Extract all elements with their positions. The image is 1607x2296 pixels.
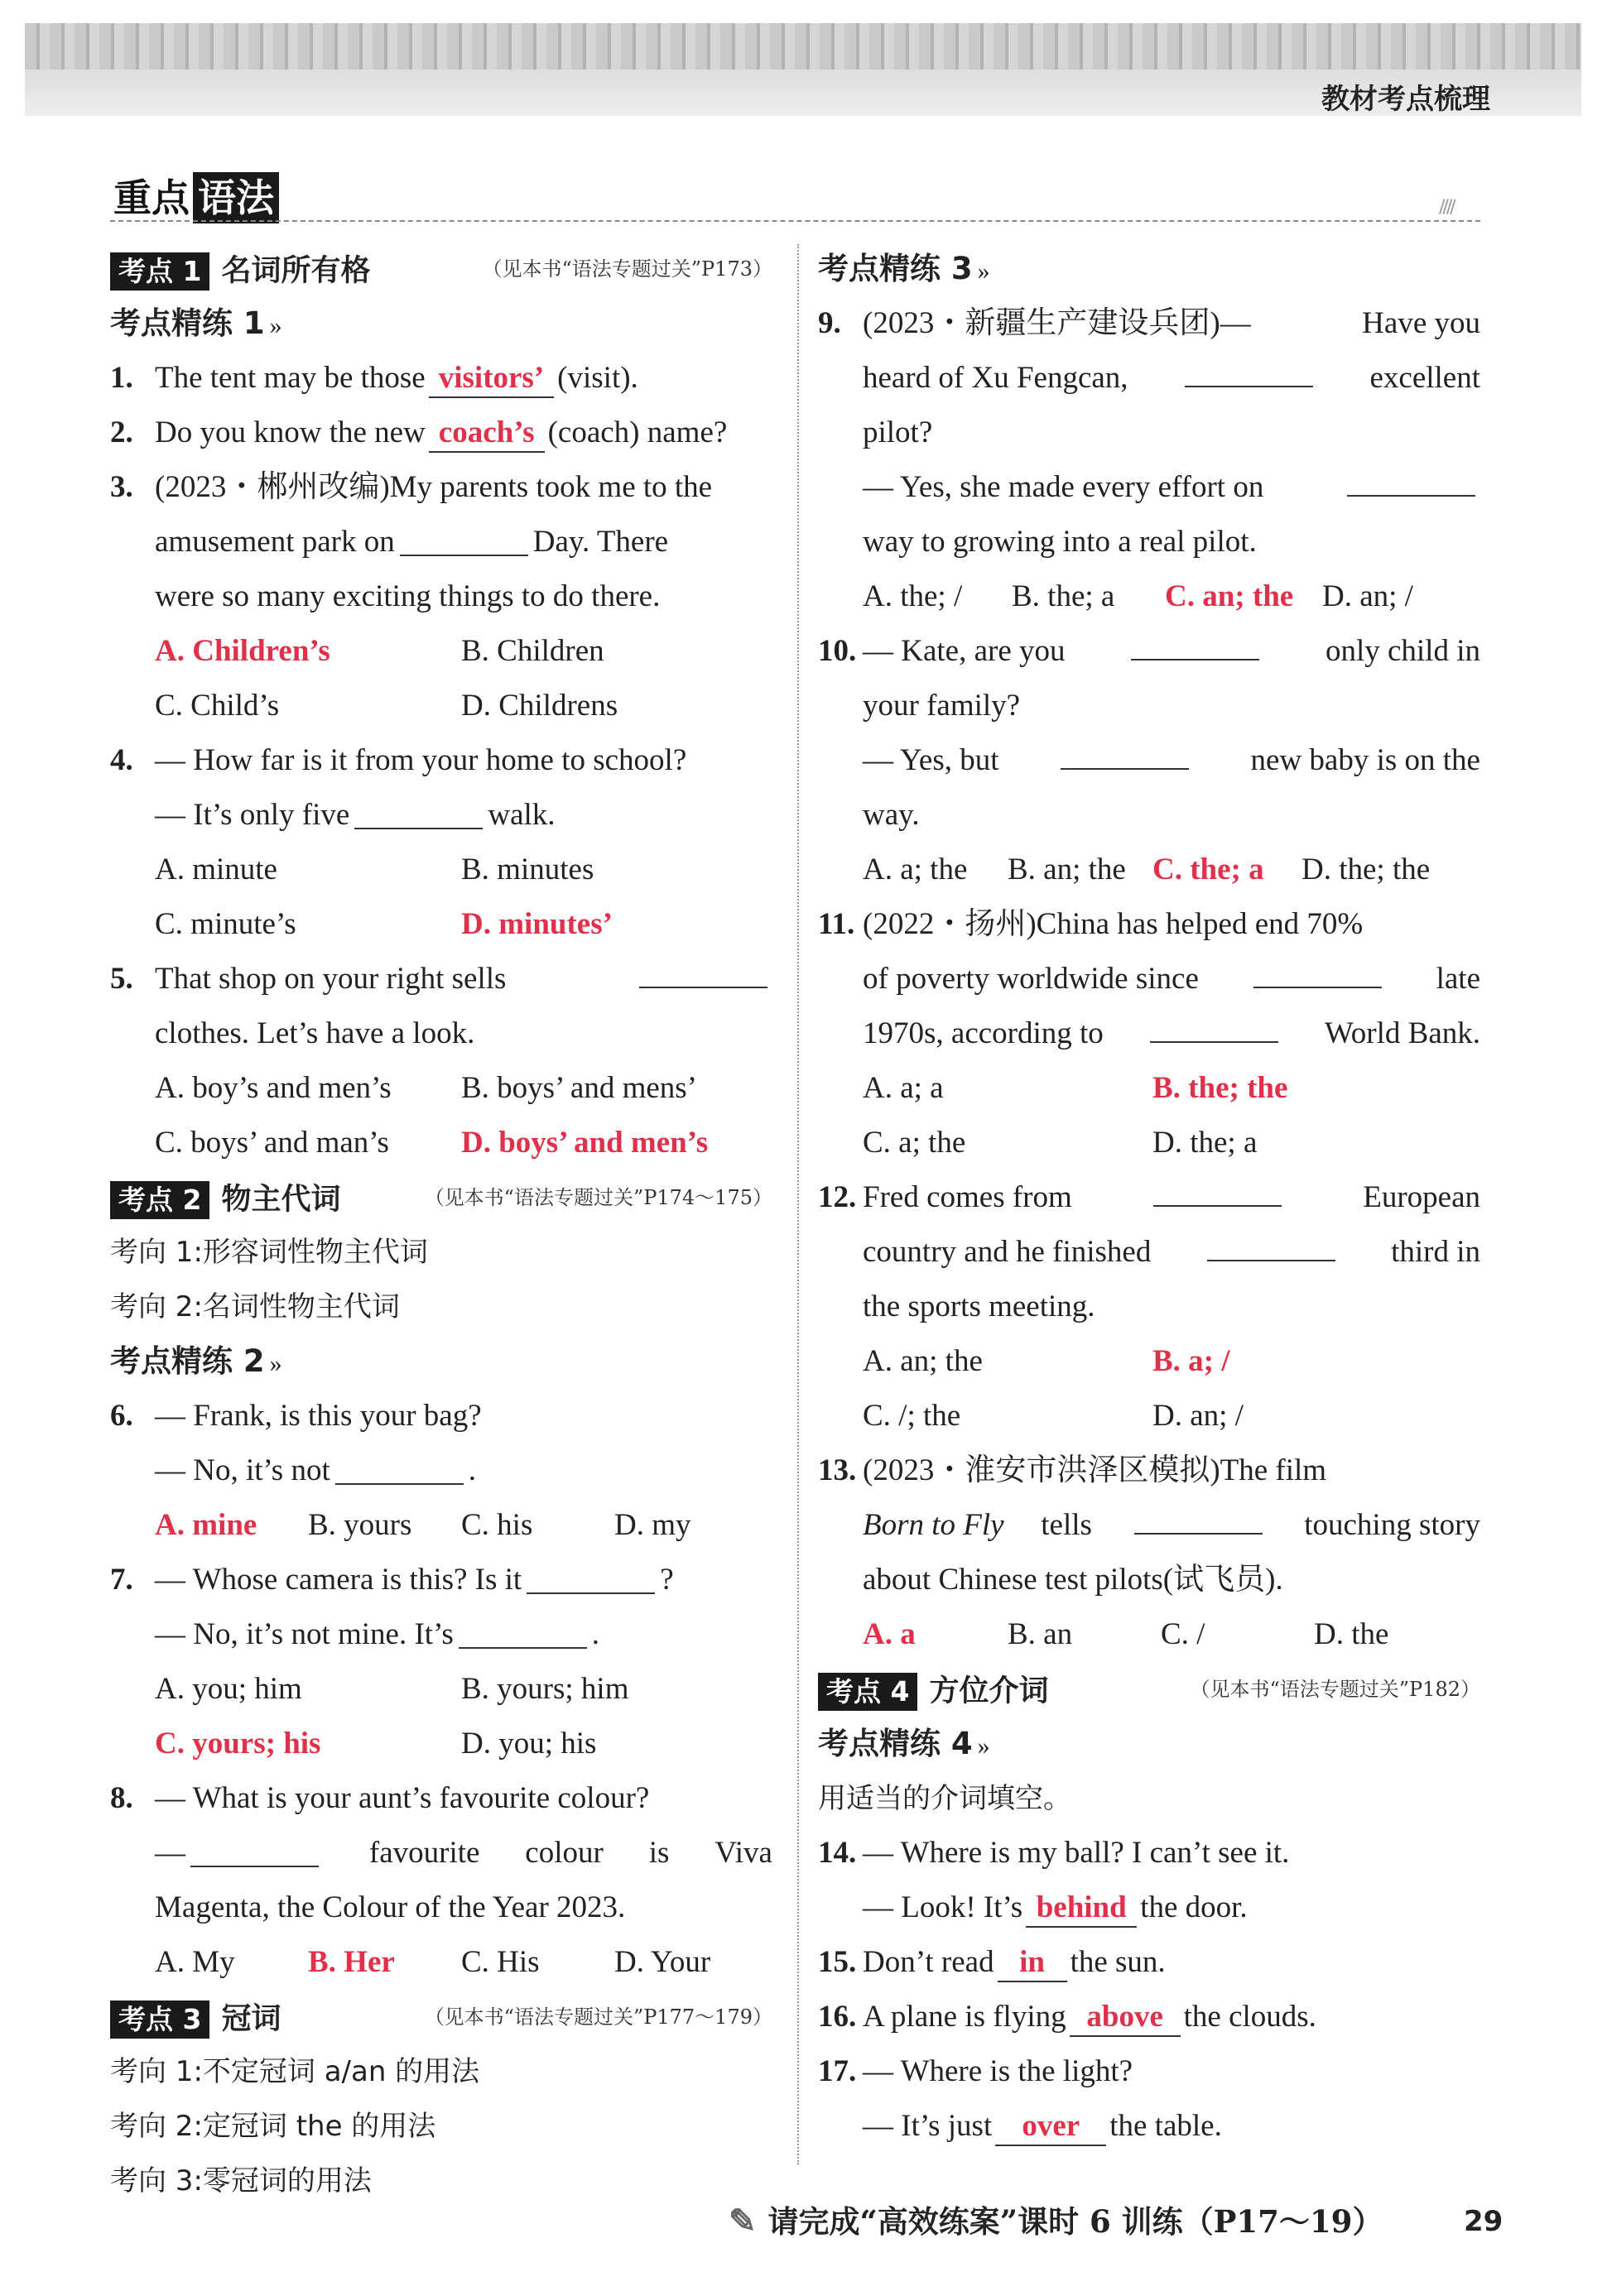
q14-line1	[818, 1826, 1480, 1881]
q12-text: Fred comes from	[863, 1180, 1072, 1214]
kp3-tag: 考点 3	[110, 2001, 209, 2039]
q15	[818, 1935, 1480, 1990]
q10-option-b[interactable]: B. an; the	[1008, 853, 1126, 886]
q6-text2a: — No, it’s not	[155, 1453, 330, 1487]
q7-line2	[110, 1607, 772, 1662]
q13-options	[818, 1607, 1480, 1662]
q9-text4: — Yes, she made every effort on	[863, 470, 1264, 504]
q10-options	[818, 843, 1480, 897]
q12-text1b: European	[1363, 1180, 1480, 1214]
q8-blank[interactable]	[190, 1831, 319, 1867]
kp3-dir1: 考向 1:不定冠词 a/an 的用法	[110, 2055, 480, 2088]
q7-text: — Whose camera is this? Is it	[155, 1563, 522, 1597]
q3-option-c[interactable]: C. Child’s	[155, 689, 280, 723]
instruction4: 用适当的介词填空。	[818, 1782, 1071, 1815]
q11-blank2[interactable]	[1150, 1006, 1278, 1043]
q10-num: 10.	[818, 634, 857, 668]
q7-options-1	[110, 1662, 772, 1717]
q7-text2a: — No, it’s not mine. It’s	[155, 1617, 454, 1651]
q13-line2	[818, 1498, 1480, 1553]
q14-line2	[818, 1881, 1480, 1935]
practice2-title: 考点精练 2	[110, 1343, 265, 1379]
title-rule	[110, 220, 1480, 222]
practice2-heading	[110, 1334, 772, 1389]
q6-option-b[interactable]: B. yours	[308, 1508, 412, 1542]
kp1-ref: （见本书“语法专题过关”P173）	[482, 257, 772, 281]
q11-option-c[interactable]: C. a; the	[863, 1126, 966, 1160]
q8-text: — What is your aunt’s favourite colour?	[155, 1781, 650, 1815]
q8-num: 8.	[110, 1781, 133, 1815]
q16-answer: above	[1070, 1999, 1181, 2037]
q4-option-c[interactable]: C. minute’s	[155, 907, 296, 941]
q5-num: 5.	[110, 962, 133, 996]
kp4-title: 方位介词	[929, 1674, 1049, 1708]
q15-num: 15.	[818, 1945, 857, 1979]
q9-line1	[818, 296, 1480, 351]
q17-text2b: the table.	[1109, 2109, 1222, 2143]
kp1-heading	[110, 242, 772, 296]
column-divider	[797, 244, 799, 2164]
q3-options-2	[110, 679, 772, 733]
q6-option-a[interactable]: A. mine	[155, 1508, 257, 1542]
q9-text: (2023・新疆生产建设兵团)—	[863, 306, 1251, 340]
q4-option-b[interactable]: B. minutes	[461, 853, 594, 886]
kp3-dir2: 考向 2:定冠词 the 的用法	[110, 2110, 436, 2143]
q6-text: — Frank, is this your bag?	[155, 1399, 482, 1433]
section-title	[110, 172, 279, 223]
q4-text2b: walk.	[488, 798, 556, 832]
q9-line3	[818, 406, 1480, 460]
footer-text: 请完成“高效练案”课时 6 训练（P17～19）	[767, 2203, 1383, 2240]
chevron-icon: »	[977, 1732, 990, 1760]
q6-text2b: .	[468, 1453, 476, 1487]
q8-w4: Viva	[714, 1836, 772, 1870]
q11-blank1[interactable]	[1253, 952, 1382, 988]
q1-post: (visit).	[557, 361, 638, 395]
q5-options-1	[110, 1061, 772, 1116]
kp2-title: 物主代词	[221, 1182, 341, 1217]
q5-blank[interactable]	[639, 952, 767, 988]
q10-text2: your family?	[863, 689, 1021, 723]
q10-option-a[interactable]: A. a; the	[863, 853, 968, 886]
kp3-title: 冠词	[221, 2001, 281, 2036]
q3-option-a[interactable]: A. Children’s	[155, 634, 330, 668]
q8-option-c[interactable]: C. His	[461, 1945, 540, 1979]
q12-blank2[interactable]	[1207, 1225, 1335, 1261]
q13-text2c: touching story	[1304, 1508, 1480, 1542]
q3-text: (2023・郴州改编)My parents took me to the	[155, 470, 713, 504]
q3-line3	[110, 569, 772, 624]
q17-text2a: — It’s just	[863, 2109, 993, 2143]
chevron-icon: »	[977, 257, 990, 285]
q2-post: (coach) name?	[547, 415, 728, 449]
q6-option-d[interactable]: D. my	[614, 1508, 691, 1542]
q12-options-1	[818, 1334, 1480, 1389]
q9-option-a[interactable]: A. the; /	[863, 579, 963, 613]
q13-line1	[818, 1443, 1480, 1498]
q11-option-d[interactable]: D. the; a	[1152, 1126, 1258, 1160]
q12-line3	[818, 1280, 1480, 1334]
q4-line2	[110, 788, 772, 843]
q8-line1	[110, 1771, 772, 1826]
q13-option-d[interactable]: D. the	[1314, 1617, 1389, 1651]
pencil-icon: ✎	[729, 2202, 757, 2241]
q11-options-2	[818, 1116, 1480, 1170]
q8-text3: Magenta, the Colour of the Year 2023.	[155, 1890, 626, 1924]
footer	[729, 2198, 1383, 2245]
q4-option-d[interactable]: D. minutes’	[461, 907, 613, 941]
q9-text2b: excellent	[1369, 361, 1480, 395]
kp2-tag: 考点 2	[110, 1181, 209, 1219]
q7-option-b[interactable]: B. yours; him	[461, 1672, 629, 1706]
q1-answer: visitors’	[429, 360, 554, 398]
kp4-heading	[818, 1662, 1480, 1717]
q9-text1b: Have you	[1362, 306, 1480, 340]
kp3-dir3: 考向 3:零冠词的用法	[110, 2164, 372, 2198]
q9-option-b[interactable]: B. the; a	[1012, 579, 1115, 613]
q7-option-a[interactable]: A. you; him	[155, 1672, 302, 1706]
q9-line2	[818, 351, 1480, 406]
q7-text2b: .	[591, 1617, 599, 1651]
q5-text2: clothes. Let’s have a look.	[155, 1016, 475, 1050]
page-number: 29	[1464, 2205, 1504, 2238]
practice3-title: 考点精练 3	[818, 251, 973, 286]
kp2-heading	[110, 1170, 772, 1225]
q8-w1: favourite	[368, 1836, 480, 1870]
q5-line1	[110, 952, 772, 1006]
q10-line3	[818, 733, 1480, 788]
q6-num: 6.	[110, 1399, 133, 1433]
q17-line1	[818, 2044, 1480, 2099]
q15-text: Don’t read	[863, 1945, 994, 1979]
q4-text: — How far is it from your home to school?	[155, 743, 687, 777]
q13-text: (2023・淮安市洪泽区模拟)The film	[863, 1453, 1327, 1487]
kp1-title: 名词所有格	[221, 253, 371, 288]
q12-option-c[interactable]: C. /; the	[863, 1399, 961, 1433]
q3-num: 3.	[110, 470, 133, 504]
q3-text2a: amusement park on	[155, 525, 395, 559]
q1	[110, 351, 772, 406]
q12-option-d[interactable]: D. an; /	[1152, 1399, 1244, 1433]
q3-options-1	[110, 624, 772, 679]
q11-text: (2022・扬州)China has helped end 70%	[863, 907, 1364, 941]
q15-post: the sun.	[1070, 1945, 1166, 1979]
q12-text2a: country and he finished	[863, 1235, 1152, 1269]
q10-blank1[interactable]	[1131, 624, 1259, 660]
q2	[110, 406, 772, 460]
q4-options-2	[110, 897, 772, 952]
q14-text2a: — Look! It’s	[863, 1890, 1023, 1924]
q3-blank[interactable]	[400, 520, 528, 556]
q6-options	[110, 1498, 772, 1553]
q5-option-c[interactable]: C. boys’ and man’s	[155, 1126, 389, 1160]
q13-text2b: tells	[1041, 1508, 1092, 1542]
q8-option-d[interactable]: D. Your	[614, 1945, 711, 1979]
q5-options-2	[110, 1116, 772, 1170]
q3-option-b[interactable]: B. Children	[461, 634, 604, 668]
practice4-title: 考点精练 4	[818, 1726, 973, 1761]
q14-num: 14.	[818, 1836, 857, 1870]
practice4-heading	[818, 1717, 1480, 1771]
q9-text2a: heard of Xu Fengcan,	[863, 361, 1128, 395]
q12-options-2	[818, 1389, 1480, 1443]
q16-text: A plane is flying	[863, 2000, 1066, 2034]
q13-blank[interactable]	[1134, 1498, 1263, 1535]
q11-num: 11.	[818, 907, 855, 941]
section-title-part1: 重点	[110, 172, 193, 223]
q17-answer: over	[995, 2108, 1106, 2146]
q9-line5	[818, 515, 1480, 569]
q3-option-d[interactable]: D. Childrens	[461, 689, 618, 723]
q10-blank2[interactable]	[1061, 733, 1189, 770]
practice1-heading	[110, 296, 772, 351]
q7-text1b: ?	[660, 1563, 674, 1597]
q16-post: the clouds.	[1183, 2000, 1316, 2034]
q7-line1	[110, 1553, 772, 1607]
q8-w2: colour	[525, 1836, 604, 1870]
section-label: 教材考点梳理	[1321, 83, 1490, 116]
q11-line1	[818, 897, 1480, 952]
q11-text2a: of poverty worldwide since	[863, 962, 1199, 996]
q11-option-b[interactable]: B. the; the	[1152, 1071, 1288, 1105]
section-title-part2: 语法	[193, 172, 279, 223]
q11-line2	[818, 952, 1480, 1006]
q4-num: 4.	[110, 743, 133, 777]
q8-line2	[110, 1826, 772, 1881]
q16	[818, 1990, 1480, 2044]
left-column	[110, 242, 772, 2208]
q13-option-b[interactable]: B. an	[1008, 1617, 1073, 1651]
q14-text: — Where is my ball? I can’t see it.	[863, 1836, 1290, 1870]
q5-option-d[interactable]: D. boys’ and men’s	[461, 1126, 709, 1160]
q12-num: 12.	[818, 1180, 857, 1214]
q10-option-c[interactable]: C. the; a	[1152, 853, 1264, 886]
q10-text: — Kate, are you	[863, 634, 1066, 668]
q12-line1	[818, 1170, 1480, 1225]
q11-line3	[818, 1006, 1480, 1061]
q10-line2	[818, 679, 1480, 733]
q2-answer: coach’s	[429, 415, 545, 453]
q11-option-a[interactable]: A. a; a	[863, 1071, 944, 1105]
q9-option-d[interactable]: D. an; /	[1322, 579, 1413, 613]
q12-option-b[interactable]: B. a; /	[1152, 1344, 1230, 1378]
q13-option-a[interactable]: A. a	[863, 1617, 916, 1651]
q7-option-c[interactable]: C. yours; his	[155, 1727, 321, 1760]
q14-text2b: the door.	[1140, 1890, 1248, 1924]
q10-text4: way.	[863, 798, 920, 832]
q8-option-a[interactable]: A. My	[155, 1945, 235, 1979]
q12-text2b: third in	[1391, 1235, 1480, 1269]
q10-text1b: only child in	[1325, 634, 1480, 668]
q4-option-a[interactable]: A. minute	[155, 853, 277, 886]
q6-option-c[interactable]: C. his	[461, 1508, 533, 1542]
q2-num: 2.	[110, 415, 133, 449]
q10-option-d[interactable]: D. the; the	[1301, 853, 1431, 886]
q10-line1	[818, 624, 1480, 679]
q9-text5: way to growing into a real pilot.	[863, 525, 1257, 559]
q5-line2	[110, 1006, 772, 1061]
q9-options	[818, 569, 1480, 624]
q13-option-c[interactable]: C. /	[1161, 1617, 1205, 1651]
q12-blank1[interactable]	[1153, 1170, 1282, 1207]
q13-num: 13.	[818, 1453, 857, 1487]
q4-line1	[110, 733, 772, 788]
q13-line3	[818, 1553, 1480, 1607]
decorative-slashes: ////	[1439, 197, 1454, 218]
q8-options	[110, 1935, 772, 1990]
practice3-heading	[818, 242, 1480, 296]
q4-blank[interactable]	[354, 793, 483, 829]
kp4-ref: （见本书“语法专题过关”P182）	[1190, 1678, 1480, 1701]
q6-line1	[110, 1389, 772, 1443]
q2-text: Do you know the new	[155, 415, 426, 449]
q17-text: — Where is the light?	[863, 2054, 1133, 2088]
practice1-title: 考点精练 1	[110, 305, 265, 341]
q3-line2	[110, 515, 772, 569]
chevron-icon: »	[269, 1350, 282, 1377]
kp4-tag: 考点 4	[818, 1673, 917, 1711]
q1-text: The tent may be those	[155, 361, 426, 395]
q9-blank2[interactable]	[1347, 460, 1475, 497]
chevron-icon: »	[269, 312, 282, 339]
q5-option-a[interactable]: A. boy’s and men’s	[155, 1071, 392, 1105]
q9-num: 9.	[818, 306, 841, 340]
q1-num: 1.	[110, 361, 133, 395]
q12-line2	[818, 1225, 1480, 1280]
kp3-heading	[110, 1990, 772, 2044]
q17-line2	[818, 2099, 1480, 2154]
q7-blank1[interactable]	[527, 1558, 655, 1594]
q5-text: That shop on your right sells	[155, 962, 507, 996]
q7-num: 7.	[110, 1563, 133, 1597]
q4-options-1	[110, 843, 772, 897]
q17-num: 17.	[818, 2054, 857, 2088]
q4-text2a: — It’s only five	[155, 798, 350, 832]
q13-text3: about Chinese test pilots(试飞员).	[863, 1563, 1283, 1597]
q11-text3b: World Bank.	[1324, 1016, 1480, 1050]
q10-text3a: — Yes, but	[863, 743, 999, 777]
q10-text3b: new baby is on the	[1250, 743, 1480, 777]
kp1-tag: 考点 1	[110, 252, 209, 291]
q7-options-2	[110, 1717, 772, 1771]
q13-film-title: Born to Fly	[863, 1508, 1004, 1542]
q11-text3a: 1970s, according to	[863, 1016, 1104, 1050]
q3-text2b: Day. There	[532, 525, 669, 559]
q7-option-d[interactable]: D. you; his	[461, 1727, 597, 1760]
q5-option-b[interactable]: B. boys’ and mens’	[461, 1071, 697, 1105]
q6-blank[interactable]	[335, 1448, 464, 1485]
kp2-dir2: 考向 2:名词性物主代词	[110, 1290, 400, 1323]
q8-line3	[110, 1881, 772, 1935]
q12-option-a[interactable]: A. an; the	[863, 1344, 983, 1378]
kp3-ref: （见本书“语法专题过关”P177～179）	[424, 2005, 772, 2029]
q9-text3: pilot?	[863, 415, 933, 449]
kp2-ref: （见本书“语法专题过关”P174～175）	[424, 1186, 772, 1209]
q8-dash: —	[155, 1836, 185, 1870]
q3-line1	[110, 460, 772, 515]
q9-option-c[interactable]: C. an; the	[1165, 579, 1294, 613]
q3-text3: were so many exciting things to do there.	[155, 579, 661, 613]
kp2-dir1: 考向 1:形容词性物主代词	[110, 1236, 428, 1269]
q6-line2	[110, 1443, 772, 1498]
header-band-lower	[25, 70, 1581, 116]
q16-num: 16.	[818, 2000, 857, 2034]
header-band	[25, 23, 1581, 116]
q8-w3: is	[648, 1836, 670, 1870]
q10-line4	[818, 788, 1480, 843]
q12-text3: the sports meeting.	[863, 1290, 1095, 1323]
q11-options-1	[818, 1061, 1480, 1116]
q9-blank1[interactable]	[1185, 351, 1313, 387]
q7-blank2[interactable]	[459, 1612, 587, 1649]
right-column	[818, 242, 1480, 2154]
q15-answer: in	[998, 1944, 1067, 1982]
q14-answer: behind	[1026, 1890, 1137, 1928]
q9-line4	[818, 460, 1480, 515]
q11-text2b: late	[1436, 962, 1480, 996]
q8-option-b[interactable]: B. Her	[308, 1945, 395, 1979]
